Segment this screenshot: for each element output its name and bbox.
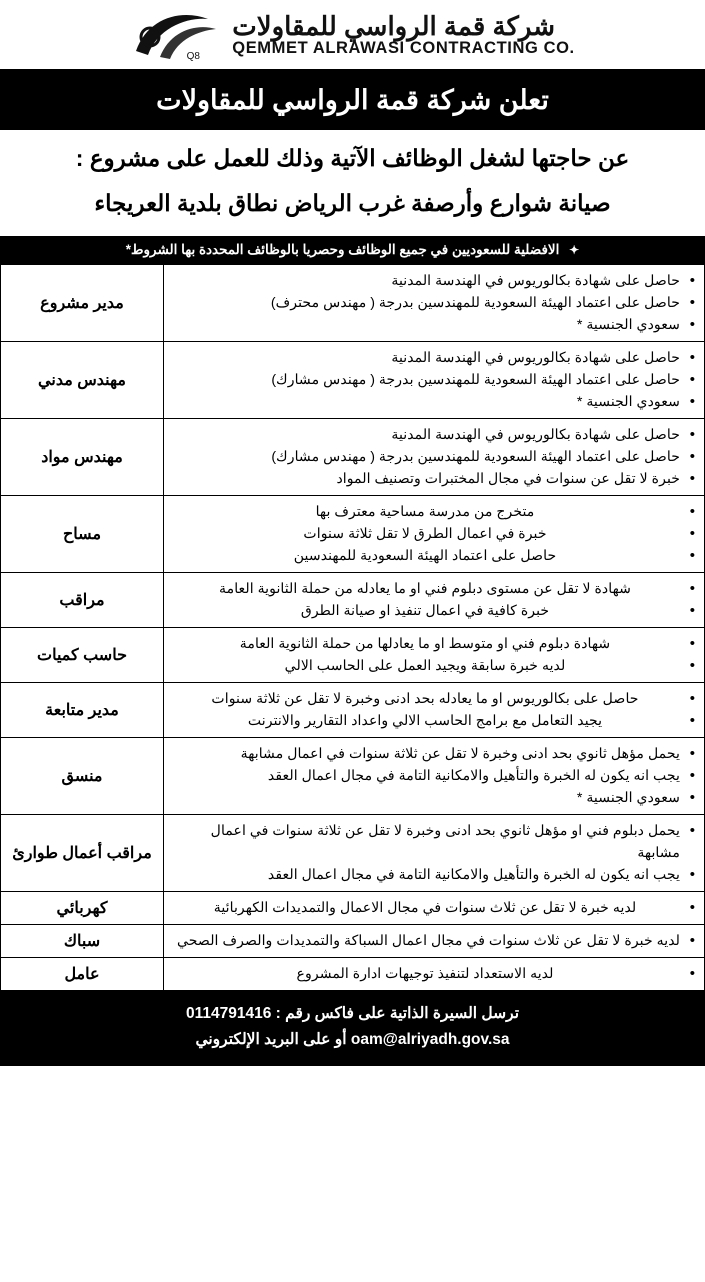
company-name-block	[232, 13, 574, 58]
fax-number: 0114791416	[185, 1005, 272, 1023]
star-bullet-icon: ✦	[569, 243, 580, 258]
job-requirements-cell	[164, 265, 705, 342]
requirement-item: • يحمل دبلوم فني او مؤهل ثانوي بحد ادنى وخبرة لا تقل عن ثلاثة سنوات في اعمال مشابهة	[170, 820, 682, 864]
email-line	[6, 1027, 699, 1053]
requirement-item: • لديه خبرة لا تقل عن ثلاث سنوات في مجال الاعمال والتمديدات الكهربائية	[170, 897, 682, 919]
table-row	[1, 683, 705, 738]
job-title-cell: عامل	[1, 958, 164, 991]
requirements-list	[170, 633, 698, 677]
requirement-item: • خبرة في اعمال الطرق لا تقل ثلاثة سنوات	[170, 523, 682, 545]
job-title-cell: مدير مشروع	[1, 265, 164, 342]
banner-title: تعلن شركة قمة الرواسي للمقاولات	[156, 85, 549, 115]
requirement-item: • سعودي الجنسية *	[170, 391, 682, 413]
requirement-item: • حاصل على شهادة بكالوريوس في الهندسة المدنية	[170, 347, 682, 369]
job-requirements-cell	[164, 958, 705, 991]
requirements-list	[170, 963, 698, 985]
requirements-list	[170, 347, 698, 413]
requirement-item: • خبرة كافية في اعمال تنفيذ او صيانة الطرق	[170, 600, 682, 622]
requirements-list	[170, 820, 698, 886]
table-row	[1, 958, 705, 991]
requirement-item: • متخرج من مدرسة مساحية معترف بها	[170, 501, 682, 523]
requirement-item: • لديه خبرة سابقة ويجيد العمل على الحاسب الالي	[170, 655, 682, 677]
priority-note-text: الافضلية للسعوديين في جميع الوظائف وحصريا بالوظائف المحددة بها الشروط*	[125, 242, 560, 258]
job-requirements-cell	[164, 683, 705, 738]
job-title-cell: سباك	[1, 925, 164, 958]
table-row	[1, 496, 705, 573]
job-requirements-cell	[164, 738, 705, 815]
job-title-cell: حاسب كميات	[1, 628, 164, 683]
job-title-cell: منسق	[1, 738, 164, 815]
requirement-item: • خبرة لا تقل عن سنوات في مجال المختبرات وتصنيف المواد	[170, 468, 682, 490]
fax-line	[6, 1001, 699, 1027]
requirement-item: • حاصل على اعتماد الهيئة السعودية للمهندسين بدرجة ( مهندس مشارك)	[170, 369, 682, 391]
requirement-item: • حاصل على اعتماد الهيئة السعودية للمهندسين بدرجة ( مهندس مشارك)	[170, 446, 682, 468]
job-title-cell: مساح	[1, 496, 164, 573]
job-title-cell: مدير متابعة	[1, 683, 164, 738]
priority-note-strip	[0, 236, 705, 264]
jobs-table	[0, 264, 705, 991]
requirement-item: • سعودي الجنسية *	[170, 314, 682, 336]
requirement-item: • شهادة لا تقل عن مستوى دبلوم فني او ما يعادله من حملة الثانوية العامة	[170, 578, 682, 600]
job-title-cell: مراقب	[1, 573, 164, 628]
table-row	[1, 738, 705, 815]
table-row	[1, 892, 705, 925]
announcement-banner	[0, 72, 705, 130]
requirement-item: • يجيد التعامل مع برامج الحاسب الالي واعداد التقارير والانترنت	[170, 710, 682, 732]
table-row	[1, 628, 705, 683]
table-row	[1, 573, 705, 628]
job-requirements-cell	[164, 573, 705, 628]
job-title-cell: مهندس مدني	[1, 342, 164, 419]
requirement-item: • لديه الاستعداد لتنفيذ توجيهات ادارة المشروع	[170, 963, 682, 985]
table-row	[1, 265, 705, 342]
email-label: أو على البريد الإلكتروني	[195, 1031, 347, 1049]
requirements-list	[170, 501, 698, 567]
requirements-list	[170, 578, 698, 622]
requirement-item: • يجب انه يكون له الخبرة والتأهيل والامكانية التامة في مجال اعمال العقد	[170, 864, 682, 886]
requirement-item: • يحمل مؤهل ثانوي بحد ادنى وخبرة لا تقل عن ثلاثة سنوات في اعمال مشابهة	[170, 743, 682, 765]
requirements-list	[170, 424, 698, 490]
swoosh-logo-icon	[130, 7, 222, 65]
headline-line-1: عن حاجتها لشغل الوظائف الآتية وذلك للعمل على مشروع :	[75, 145, 630, 172]
job-requirements-cell	[164, 496, 705, 573]
headline-block	[0, 130, 705, 228]
table-row	[1, 419, 705, 496]
job-title-cell: مهندس مواد	[1, 419, 164, 496]
job-requirements-cell	[164, 815, 705, 892]
fax-label: ترسل السيرة الذاتية على فاكس رقم :	[275, 1005, 520, 1023]
svg-text:Q8: Q8	[186, 50, 201, 62]
job-requirements-cell	[164, 419, 705, 496]
job-title-cell: مراقب أعمال طوارئ	[1, 815, 164, 892]
job-title-cell: كهربائي	[1, 892, 164, 925]
requirement-item: • سعودي الجنسية *	[170, 787, 682, 809]
requirements-list	[170, 897, 698, 919]
job-requirements-cell	[164, 628, 705, 683]
requirements-list	[170, 270, 698, 336]
requirement-item: • حاصل على اعتماد الهيئة السعودية للمهندسين	[170, 545, 682, 567]
requirement-item: • يجب انه يكون له الخبرة والتأهيل والامكانية التامة في مجال اعمال العقد	[170, 765, 682, 787]
email-address[interactable]: oam@alriyadh.gov.sa	[350, 1031, 510, 1049]
requirements-list	[170, 930, 698, 952]
requirement-item: • حاصل على شهادة بكالوريوس في الهندسة المدنية	[170, 270, 682, 292]
table-row	[1, 815, 705, 892]
logo-inner	[130, 7, 574, 65]
requirement-item: • لديه خبرة لا تقل عن ثلاث سنوات في مجال اعمال السباكة والتمديدات والصرف الصحي	[170, 930, 682, 952]
headline-line-2: صيانة شوارع وأرصفة غرب الرياض نطاق بلدية العريجاء	[94, 190, 611, 217]
job-requirements-cell	[164, 925, 705, 958]
job-requirements-cell	[164, 342, 705, 419]
requirements-list	[170, 688, 698, 732]
company-name-arabic: شركة قمة الرواسي للمقاولات	[232, 11, 556, 42]
requirement-item: • حاصل على اعتماد الهيئة السعودية للمهندسين بدرجة ( مهندس محترف)	[170, 292, 682, 314]
contact-footer	[0, 991, 705, 1066]
requirements-list	[170, 743, 698, 809]
requirement-item: • حاصل على شهادة بكالوريوس في الهندسة المدنية	[170, 424, 682, 446]
company-logo-header	[0, 0, 705, 72]
company-name-english: QEMMET ALRAWASI CONTRACTING CO.	[232, 39, 575, 58]
table-row	[1, 342, 705, 419]
requirement-item: • شهادة دبلوم فني او متوسط او ما يعادلها من حملة الثانوية العامة	[170, 633, 682, 655]
job-requirements-cell	[164, 892, 705, 925]
table-row	[1, 925, 705, 958]
requirement-item: • حاصل على بكالوريوس او ما يعادله بحد ادنى وخبرة لا تقل عن ثلاثة سنوات	[170, 688, 682, 710]
